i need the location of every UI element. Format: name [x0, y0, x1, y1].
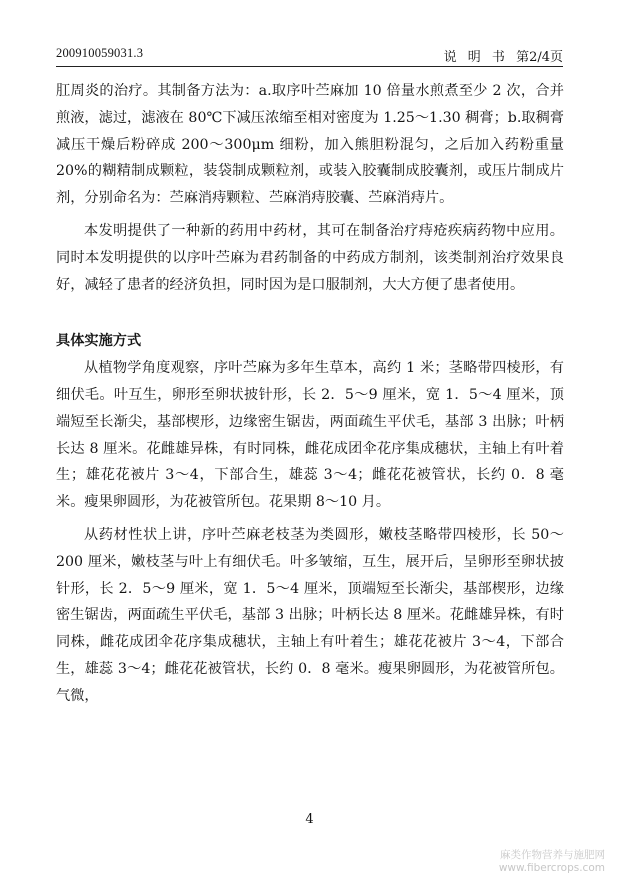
paragraph-material-description: 从药材性状上讲，序叶苎麻老枝茎为类圆形，嫩枝茎略带四棱形，长 50～200 厘米，嫩枝茎与叶上有细伏毛。叶多皱缩，互生，展开后，呈卵形至卵状披针形，长 2．5～9 厘米，宽 1．5～4 厘米，顶端短至长渐尖，基部楔形，边缘密生锯齿，两面疏生平伏毛，基部 3 出脉；叶柄长达 8 厘米。花雌雄异株，有时同株，雌花成团伞花序集成穗状，主轴上有叶着生；雄花花被片 3～4，下部合生，雄蕊 3～4；雌花花被管状，长约 0．8 毫米。瘦果卵圆形，为花被管所包。气微，	[56, 526, 564, 704]
paragraph-invention-summary: 本发明提供了一种新的药用中药材，其可在制备治疗痔疮疾病药物中应用。同时本发明提供的以序叶苎麻为君药制备的中药成方制剂，该类制剂治疗效果良好，减轻了患者的经济负担，同时因为是口服制剂，大大方便了患者使用。	[56, 222, 564, 293]
watermark-url: www.fibercrops.com	[498, 862, 605, 874]
section-heading: 具体实施方式	[56, 333, 142, 350]
paragraph-botanical-description: 从植物学角度观察，序叶苎麻为多年生草本，高约 1 米；茎略带四棱形，有细伏毛。叶互生，卵形至卵状披针形，长 2．5～9 厘米，宽 1．5～4 厘米，顶端短至长渐尖，基部楔形，边缘密生锯齿，两面疏生平伏毛，基部 3 出脉；叶柄长达 8 厘米。花雌雄异株，有时同株，雌花成团伞花序集成穗状，主轴上有叶着生；雄花花被片 3～4，下部合生，雄蕊 3～4；雌花花被管状，长约 0．8 毫米。瘦果卵圆形，为花被管所包。花果期 8～10 月。	[56, 360, 564, 511]
header-divider	[56, 66, 563, 67]
page-number: 4	[305, 812, 314, 827]
paragraph-preparation-method: 肛周炎的治疗。其制备方法为：a.取序叶苎麻加 10 倍量水煎煮至少 2 次，合并煎液，滤过，滤液在 80℃下减压浓缩至相对密度为 1.25～1.30 稠膏；b.取稠膏减压干燥后粉碎成 200～300μm 细粉，加入熊胆粉混匀，之后加入药粉重量 20%的糊精制成颗粒，装袋制成颗粒剂，或装入胶囊制成胶囊剂，或压片制成片剂，分别命名为：苎麻消痔颗粒、苎麻消痔胶囊、苎麻消痔片。	[56, 83, 564, 207]
page-header	[56, 46, 563, 68]
page-label: 第2/4页	[516, 50, 563, 65]
header-doc-info	[444, 46, 563, 65]
patent-number: 200910059031.3	[56, 46, 144, 60]
watermark-site-name: 麻类作物营养与施肥网	[500, 849, 605, 861]
doc-type-label: 说 明 书	[443, 50, 505, 65]
watermark	[499, 849, 605, 875]
document-body	[56, 78, 564, 710]
